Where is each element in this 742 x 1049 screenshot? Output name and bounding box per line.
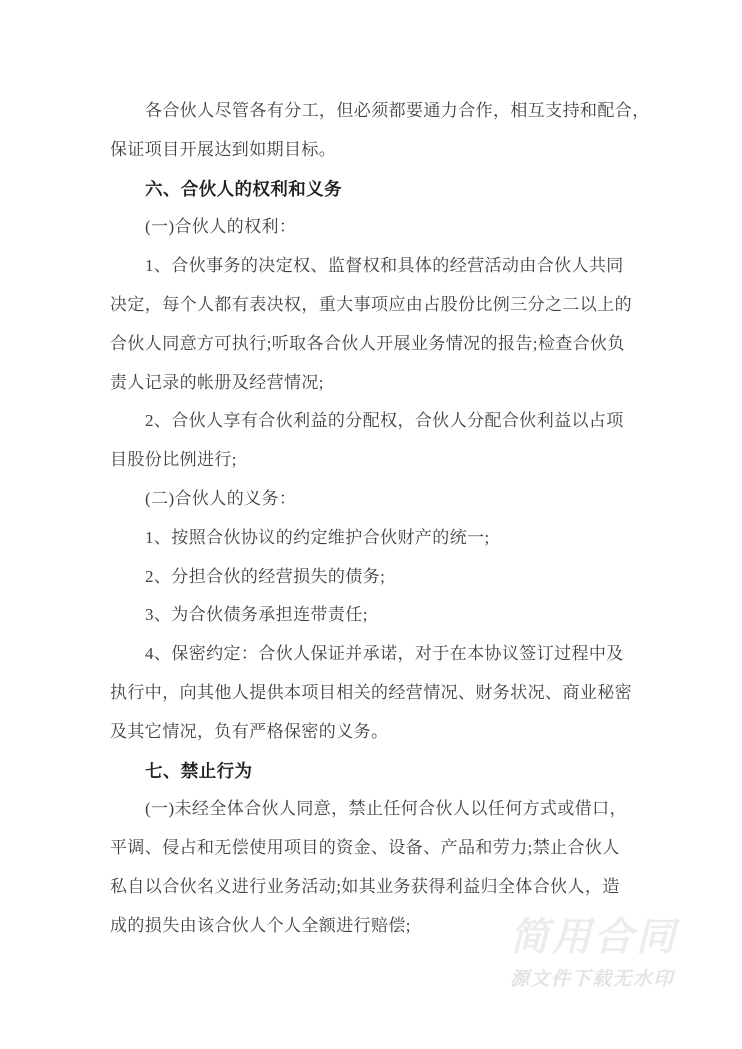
text-line: 责人记录的帐册及经营情况; <box>110 372 324 392</box>
text-line: 合伙人同意方可执行;听取各合伙人开展业务情况的报告;检查合伙负 <box>110 333 625 353</box>
watermark-logo-text: 简用合同 <box>510 915 679 960</box>
document-body <box>110 92 650 946</box>
text-line: 执行中，向其他人提供本项目相关的经营情况、财务状况、商业秘密 <box>110 682 632 702</box>
text-line: 决定，每个人都有表决权，重大事项应由占股份比例三分之二以上的 <box>110 294 632 314</box>
text-line: (一)未经全体合伙人同意，禁止任何合伙人以任何方式或借口， <box>145 799 627 819</box>
text-line: 各合伙人尽管各有分工，但必须都要通力合作，相互支持和配合， <box>145 101 650 120</box>
text-line: 及其它情况，负有严格保密的义务。 <box>110 721 389 741</box>
text-line: 3、为合伙债务承担连带责任; <box>145 605 368 625</box>
subsection-heading-rights: (一)合伙人的权利： <box>145 217 297 237</box>
text-line: 2、分担合伙的经营损失的债务; <box>145 566 386 586</box>
text-line: 4、保密约定：合伙人保证并承诺，对于在本协议签订过程中及 <box>145 644 624 664</box>
text-line: 保证项目开展达到如期目标。 <box>110 139 337 159</box>
text-line: 1、按照合伙协议的约定维护合伙财产的统一; <box>145 527 490 547</box>
text-line: 私自以合伙名义进行业务活动;如其业务获得利益归全体合伙人，造 <box>110 876 620 896</box>
section-heading-rights-obligations: 六、合伙人的权利和义务 <box>145 178 342 199</box>
text-line: 平调、侵占和无偿使用项目的资金、设备、产品和劳力;禁止合伙人 <box>110 838 620 858</box>
section-heading-prohibited-acts: 七、禁止行为 <box>145 760 253 781</box>
text-line: 成的损失由该合伙人个人全额进行赔偿; <box>110 915 411 935</box>
text-line: 2、合伙人享有合伙利益的分配权，合伙人分配合伙利益以占项 <box>145 411 624 431</box>
watermark-tagline-text: 源文件下载无水印 <box>510 968 675 990</box>
subsection-heading-obligations: (二)合伙人的义务： <box>145 488 297 508</box>
text-line: 1、合伙事务的决定权、监督权和具体的经营活动由合伙人共同 <box>145 256 624 276</box>
text-line: 目股份比例进行; <box>110 450 237 470</box>
